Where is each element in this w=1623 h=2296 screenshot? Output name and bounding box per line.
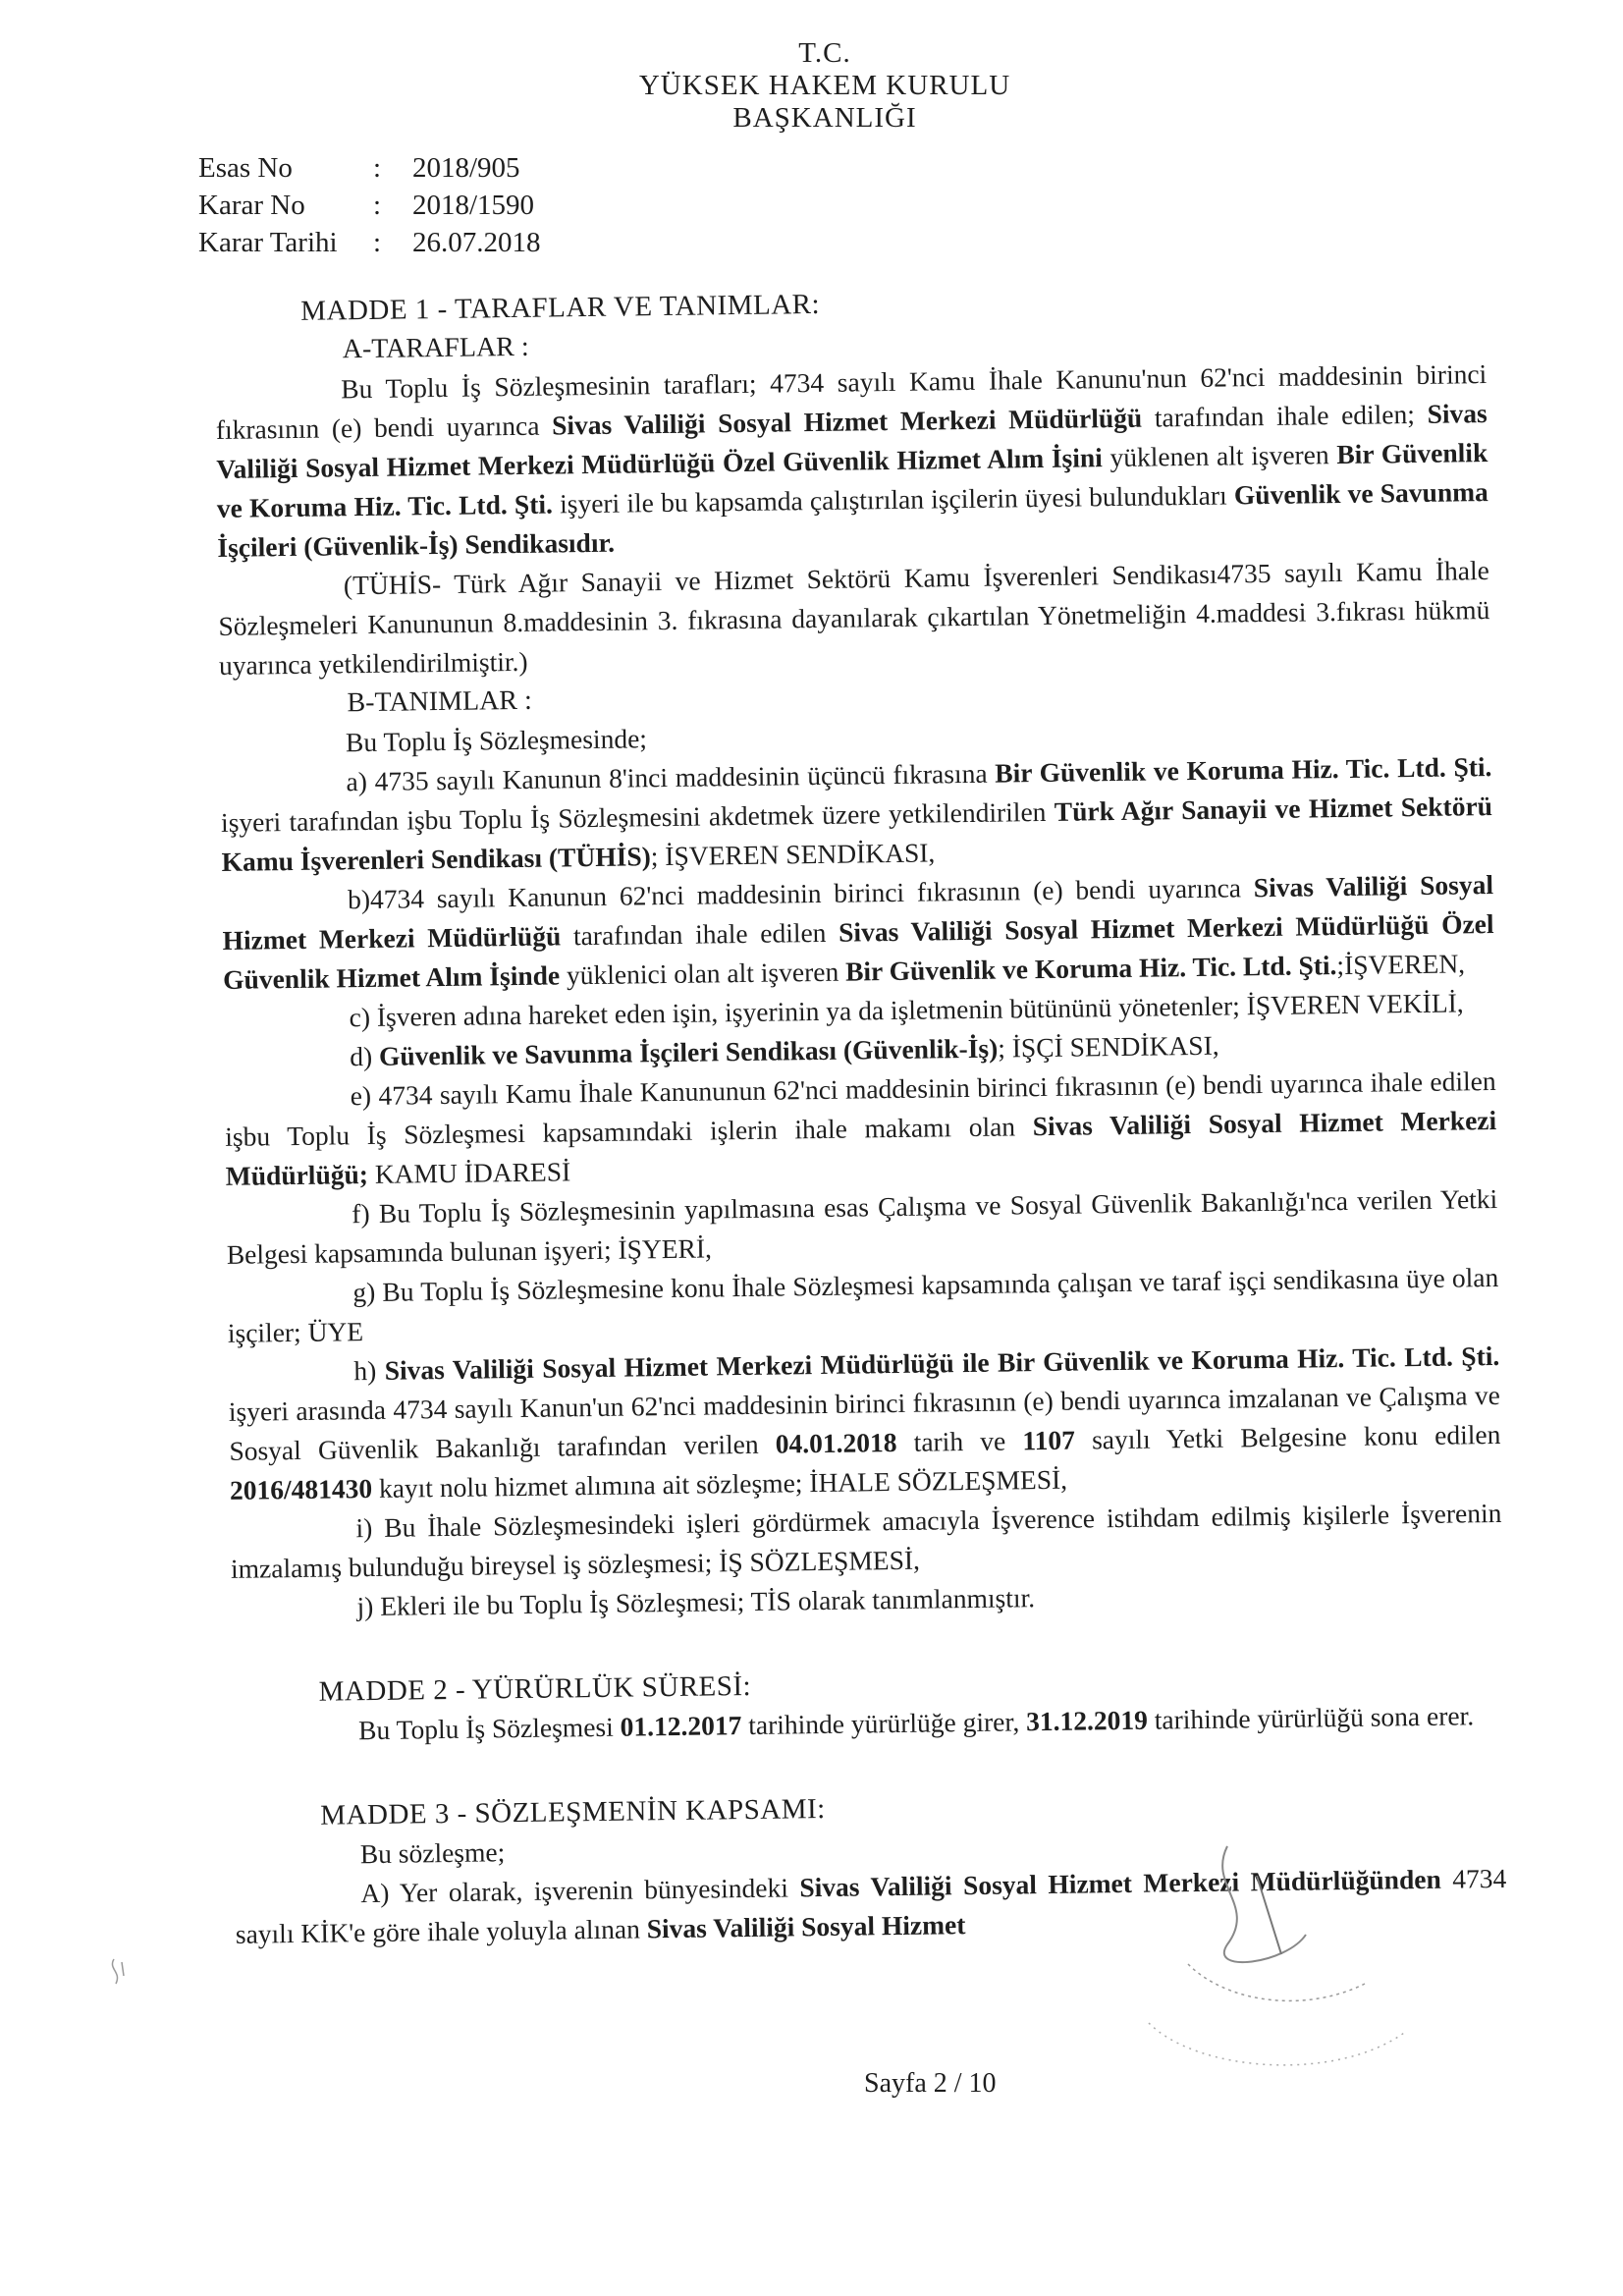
kapsam-intro: Bu sözleşme; (359, 1836, 506, 1870)
text-run: kayıt nolu hizmet alımına ait sözleşme; İHALE SÖZLEŞMESİ, (371, 1463, 1068, 1503)
text-run: e) 4734 sayılı Kamu İhale Kanununun 62'nci maddesinin birinci fıkrasının (e) bendi uyarınca ihale edilen işbu Toplu İş Sözleşmesi kapsamındaki işlerin ihale makamı olan (225, 1065, 1496, 1152)
bold-run: Sivas Valiliği Sosyal Hizmet Merkezi Müdürlüğü (551, 402, 1143, 441)
tarih-colon: : (373, 227, 382, 258)
text-run: tarafından ihale edilen (561, 916, 839, 952)
bold-run: Sivas Valiliği Sosyal Hizmet (646, 1909, 966, 1944)
text-run: Bu Toplu İş Sözleşmesinin tarafları; 4734 sayılı Kamu İhale Kanunu'nun 62'nci maddesinin birinci fıkrasının (e) bendi uyarınca (215, 358, 1488, 445)
text-run: h) (353, 1354, 385, 1387)
bold-run: 1107 (1022, 1424, 1076, 1456)
bold-run: Bir Güvenlik ve Koruma Hiz. Tic. Ltd. Şti. (995, 751, 1492, 789)
definition-item-c: c) İşveren adına hareket eden işin, işyerinin ya da işletmenin bütününü yönetenler; İŞVEREN VEKİLİ, (349, 987, 1464, 1033)
document-body (214, 276, 1507, 1954)
bold-run: Bir Güvenlik ve Koruma Hiz. Tic. Ltd. Şti. (844, 950, 1337, 987)
text-run: işyeri arasında 4734 sayılı Kanun'un 62'nci maddesinin birinci fıkrasının (e) bendi uyarınca imzalanan ve Çalışma ve Sosyal Güvenlik Bakanlığı tarafından verilen (228, 1379, 1501, 1466)
text-run: d) (349, 1040, 380, 1072)
text-run: işyeri ile bu kapsamda çalıştırılan işçilerin üyesi bulundukları (552, 479, 1235, 519)
esas-row (198, 149, 541, 187)
karar-row (198, 187, 541, 224)
taraflar-paragraph (215, 355, 1489, 568)
text-run: sayılı Yetki Belgesine konu edilen (1074, 1418, 1501, 1455)
definition-item-g: g) Bu Toplu İş Sözleşmesine konu İhale Sözleşmesi kapsamında çalışan ve taraf işçi sendikasına üye olan işçiler; ÜYE (227, 1261, 1499, 1348)
text-run: ;İŞVEREN, (1336, 948, 1466, 981)
case-meta (198, 149, 541, 261)
madde1-title: MADDE 1 - TARAFLAR VE TANIMLAR: (300, 288, 821, 327)
bold-run: Sivas Valiliği Sosyal Hizmet Merkezi Müdürlüğü Özel Güvenlik Hizmet Alım İşini (216, 398, 1488, 484)
text-run: işyeri tarafından işbu Toplu İş Sözleşmesini akdetmek üzere yetkilendirilen (220, 795, 1055, 838)
a-taraflar-title: A-TARAFLAR : (342, 331, 529, 365)
bold-run: 31.12.2019 (1025, 1704, 1149, 1737)
bold-run: Türk Ağır Sanayii ve Hizmet Sektörü Kamu İşverenleri Sendikası (TÜHİS) (221, 791, 1493, 877)
text-run: tarafından ihale edilen; (1141, 398, 1428, 433)
scribble-mark (104, 1954, 134, 1994)
page-number: Sayfa 2 / 10 (864, 2068, 997, 2099)
definition-item-h (228, 1337, 1501, 1510)
definition-item-b (222, 865, 1494, 1000)
signature-stamp (1109, 1817, 1424, 2111)
tarih-value: 26.07.2018 (412, 227, 541, 258)
karar-colon: : (373, 190, 382, 221)
karar-value: 2018/1590 (412, 190, 535, 221)
text-run: 4734 sayılı KİK'e göre ihale yoluyla alınan (235, 1862, 1507, 1949)
tarih-label: Karar Tarihi (198, 227, 338, 258)
bold-run: Sivas Valiliği Sosyal Hizmet Merkezi Müdürlüğü (222, 868, 1494, 956)
text-run: tarihinde yürürlüğe girer, (741, 1706, 1027, 1741)
text-run: yüklenici olan alt işveren (559, 956, 846, 991)
header-line-institution: YÜKSEK HAKEM KURULU (638, 70, 1011, 101)
esas-label: Esas No (198, 152, 293, 184)
text-run: A) Yer olarak, işverenin bünyesindeki (360, 1872, 800, 1909)
esas-colon: : (373, 152, 382, 184)
karar-label: Karar No (198, 190, 305, 221)
bold-run: Sivas Valiliği Sosyal Hizmet Merkezi Müdürlüğü; (225, 1104, 1497, 1191)
text-run: a) 4735 sayılı Kanunun 8'inci maddesinin üçüncü fıkrasına (346, 757, 996, 797)
text-run: tarihinde yürürlüğü sona erer. (1147, 1700, 1475, 1735)
bold-run: 04.01.2018 (775, 1426, 897, 1459)
madde2-title: MADDE 2 - YÜRÜRLÜK SÜRESİ: (318, 1669, 752, 1708)
bold-run: Güvenlik ve Savunma İşçileri (Güvenlik-İş) Sendikasıdır. (217, 476, 1488, 563)
bold-run: Sivas Valiliği Sosyal Hizmet Merkezi Müdürlüğü ile Bir Güvenlik ve Koruma Hiz. Tic. Ltd. Şti. (384, 1339, 1500, 1386)
bold-run: Bir Güvenlik ve Koruma Hiz. Tic. Ltd. Şti. (216, 437, 1488, 523)
madde3-title: MADDE 3 - SÖZLEŞMENİN KAPSAMI: (320, 1792, 826, 1831)
bold-run: Sivas Valiliği Sosyal Hizmet Merkezi Müdürlüğü Özel Güvenlik Hizmet Alım İşinde (222, 907, 1494, 995)
definition-item-e (224, 1062, 1496, 1196)
tarih-row (198, 224, 541, 261)
text-run: tarih ve (896, 1425, 1023, 1457)
definition-item-j: j) Ekleri ile bu Toplu İş Sözleşmesi; TİS olarak tanımlanmıştır. (356, 1582, 1036, 1622)
text-run: ; İŞVEREN SENDİKASI, (650, 837, 936, 872)
tanimlar-intro: Bu Toplu İş Sözleşmesinde; (345, 723, 648, 758)
header-line-tc: T.C. (798, 37, 851, 69)
b-tanimlar-title: B-TANIMLAR : (347, 684, 532, 719)
bold-run: Sivas Valiliği Sosyal Hizmet Merkezi Müdürlüğünden (799, 1863, 1441, 1903)
text-run: yüklenen alt işveren (1102, 439, 1337, 473)
definition-item-i: i) Bu İhale Sözleşmesindeki işleri gördürmek amacıyla İşverence istihdam edilmiş kişilerle İşverenin imzalamış bulunduğu bireysel iş sözleşmesi; İŞ SÖZLEŞMESİ, (230, 1497, 1502, 1584)
text-run: ; İŞÇİ SENDİKASI, (998, 1029, 1219, 1064)
esas-value: 2018/905 (412, 152, 520, 184)
bold-run: Güvenlik ve Savunma İşçileri Sendikası (Güvenlik-İş) (378, 1032, 999, 1071)
definition-item-a (220, 747, 1492, 882)
definition-item-f: f) Bu Toplu İş Sözleşmesinin yapılmasına esas Çalışma ve Sosyal Güvenlik Bakanlığı'nca verilen Yetki Belgesi kapsamında bulunan işyeri; İŞYERİ, (226, 1182, 1498, 1270)
text-run: Bu Toplu İş Sözleşmesi (357, 1711, 621, 1746)
bold-run: 01.12.2017 (620, 1710, 742, 1742)
text-run: b)4734 sayılı Kanunun 62'nci maddesinin birinci fıkrasının (e) bendi uyarınca (347, 872, 1255, 915)
bold-run: 2016/481430 (229, 1472, 373, 1505)
header-line-presidency: BAŞKANLIĞI (732, 102, 917, 134)
document-header (511, 37, 1139, 135)
tuhis-paragraph: (TÜHİS- Türk Ağır Sanayii ve Hizmet Sektörü Kamu İşverenleri Sendikası4735 sayılı Kamu İhale Sözleşmeleri Kanununun 8.maddesinin 3. fıkrasına dayanılarak çıkartılan Yönetmeliğin 4.maddesi 3.fıkrası hükmü uyarınca yetkilendirilmiştir.) (218, 555, 1490, 681)
text-run: KAMU İDARESİ (367, 1156, 571, 1190)
